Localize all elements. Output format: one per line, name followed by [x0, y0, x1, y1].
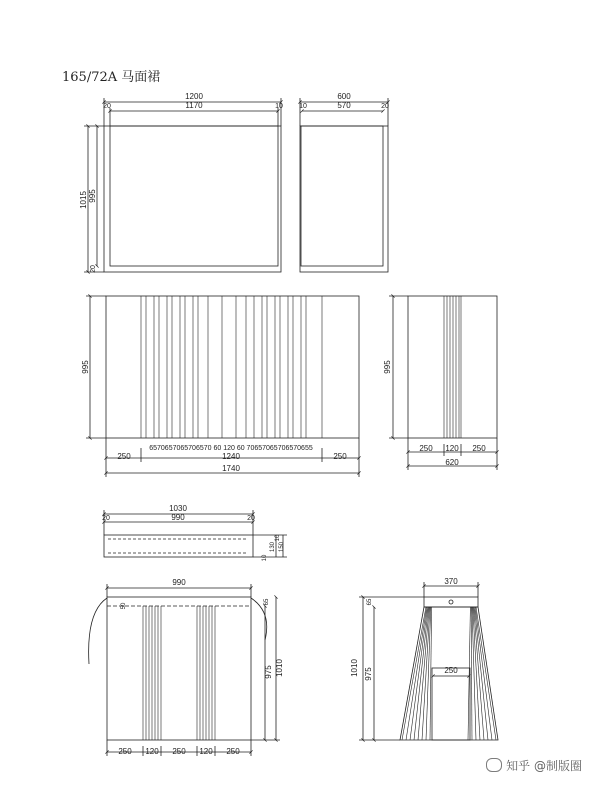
dim-top-left-inner-h: 995 [88, 189, 97, 203]
dim-side-left: 250 [419, 444, 433, 453]
dim-finished-front-b5: 250 [226, 747, 240, 756]
dim-waistband-h4: 10 [262, 554, 268, 562]
pleat-lines-side [444, 296, 461, 438]
dim-top-right-seam-r: 20 [381, 103, 389, 110]
pleat-lines-finished-front [143, 606, 215, 740]
dim-finished-front-waist-l: 50 [121, 602, 127, 610]
dim-top-left-overall-w: 1200 [185, 92, 203, 101]
dim-front-middle: 1240 [222, 452, 240, 461]
dim-finished-front-b1: 250 [118, 747, 132, 756]
dim-top-right-seam-l: 10 [299, 103, 307, 110]
dim-side-total: 620 [445, 458, 459, 467]
waistband [104, 510, 287, 557]
dim-side-right: 250 [472, 444, 486, 453]
dim-waistband-seam-r: 20 [247, 515, 255, 522]
dim-top-left-seam-l: 20 [103, 103, 111, 110]
dim-front-left: 250 [117, 452, 131, 461]
dim-front-total: 1740 [222, 464, 240, 473]
dim-front-height: 995 [81, 360, 90, 374]
dim-top-left-overall-h: 1015 [79, 191, 88, 209]
pleat-line [475, 607, 492, 740]
dim-side-mid: 120 [445, 444, 459, 453]
finished-skirt-side [359, 582, 498, 740]
dim-top-right-inner-w: 570 [337, 101, 351, 110]
dim-finished-front-total-h: 1010 [275, 659, 284, 677]
dim-waistband-h3: 150 [279, 541, 285, 553]
dim-top-left-seam-b: 20 [90, 265, 97, 273]
dim-finished-side-body-h: 975 [364, 667, 373, 681]
finished-skirt-front [89, 584, 280, 756]
dim-finished-front-body-h: 975 [264, 665, 273, 679]
dim-finished-side-inner-w: 250 [444, 666, 458, 675]
watermark-text: 知乎 @制版圈 [506, 759, 582, 773]
panel-top-left [84, 98, 281, 272]
dim-front-pleat-marks: 6570657065706570 60 120 60 70657065706570655 [149, 445, 313, 452]
dim-finished-front-b3: 250 [172, 747, 186, 756]
dim-top-left-inner-w: 1170 [185, 101, 203, 110]
dim-finished-front-waist-r: 65 [264, 598, 270, 606]
dim-finished-side-width: 370 [444, 577, 458, 586]
pleat-lines-front [141, 296, 322, 438]
dim-top-left-seam-r: 10 [275, 103, 283, 110]
dim-waistband-h1: 10 [275, 534, 281, 542]
pleat-line [410, 607, 428, 740]
drawing-title: 165/72A 马面裙 [62, 70, 161, 85]
dim-finished-front-b4: 120 [199, 747, 213, 756]
panel-top-right [300, 98, 388, 272]
pleat-line [471, 607, 472, 740]
dim-finished-side-waist: 65 [367, 598, 373, 606]
pleat-line [402, 607, 426, 740]
dim-top-right-overall-w: 600 [337, 92, 351, 101]
watermark [486, 757, 582, 774]
dim-side-height: 995 [383, 360, 392, 374]
dim-waistband-inner: 990 [171, 513, 185, 522]
dim-finished-front-b2: 120 [145, 747, 159, 756]
dim-front-right: 250 [333, 452, 347, 461]
dim-waistband-h2: 130 [270, 541, 276, 553]
dim-finished-side-total-h: 1010 [350, 659, 359, 677]
dim-waistband-overall: 1030 [169, 504, 187, 513]
dim-finished-front-width: 990 [172, 578, 186, 587]
dim-waistband-seam-l: 20 [102, 515, 110, 522]
chat-bubble-icon [486, 758, 502, 772]
